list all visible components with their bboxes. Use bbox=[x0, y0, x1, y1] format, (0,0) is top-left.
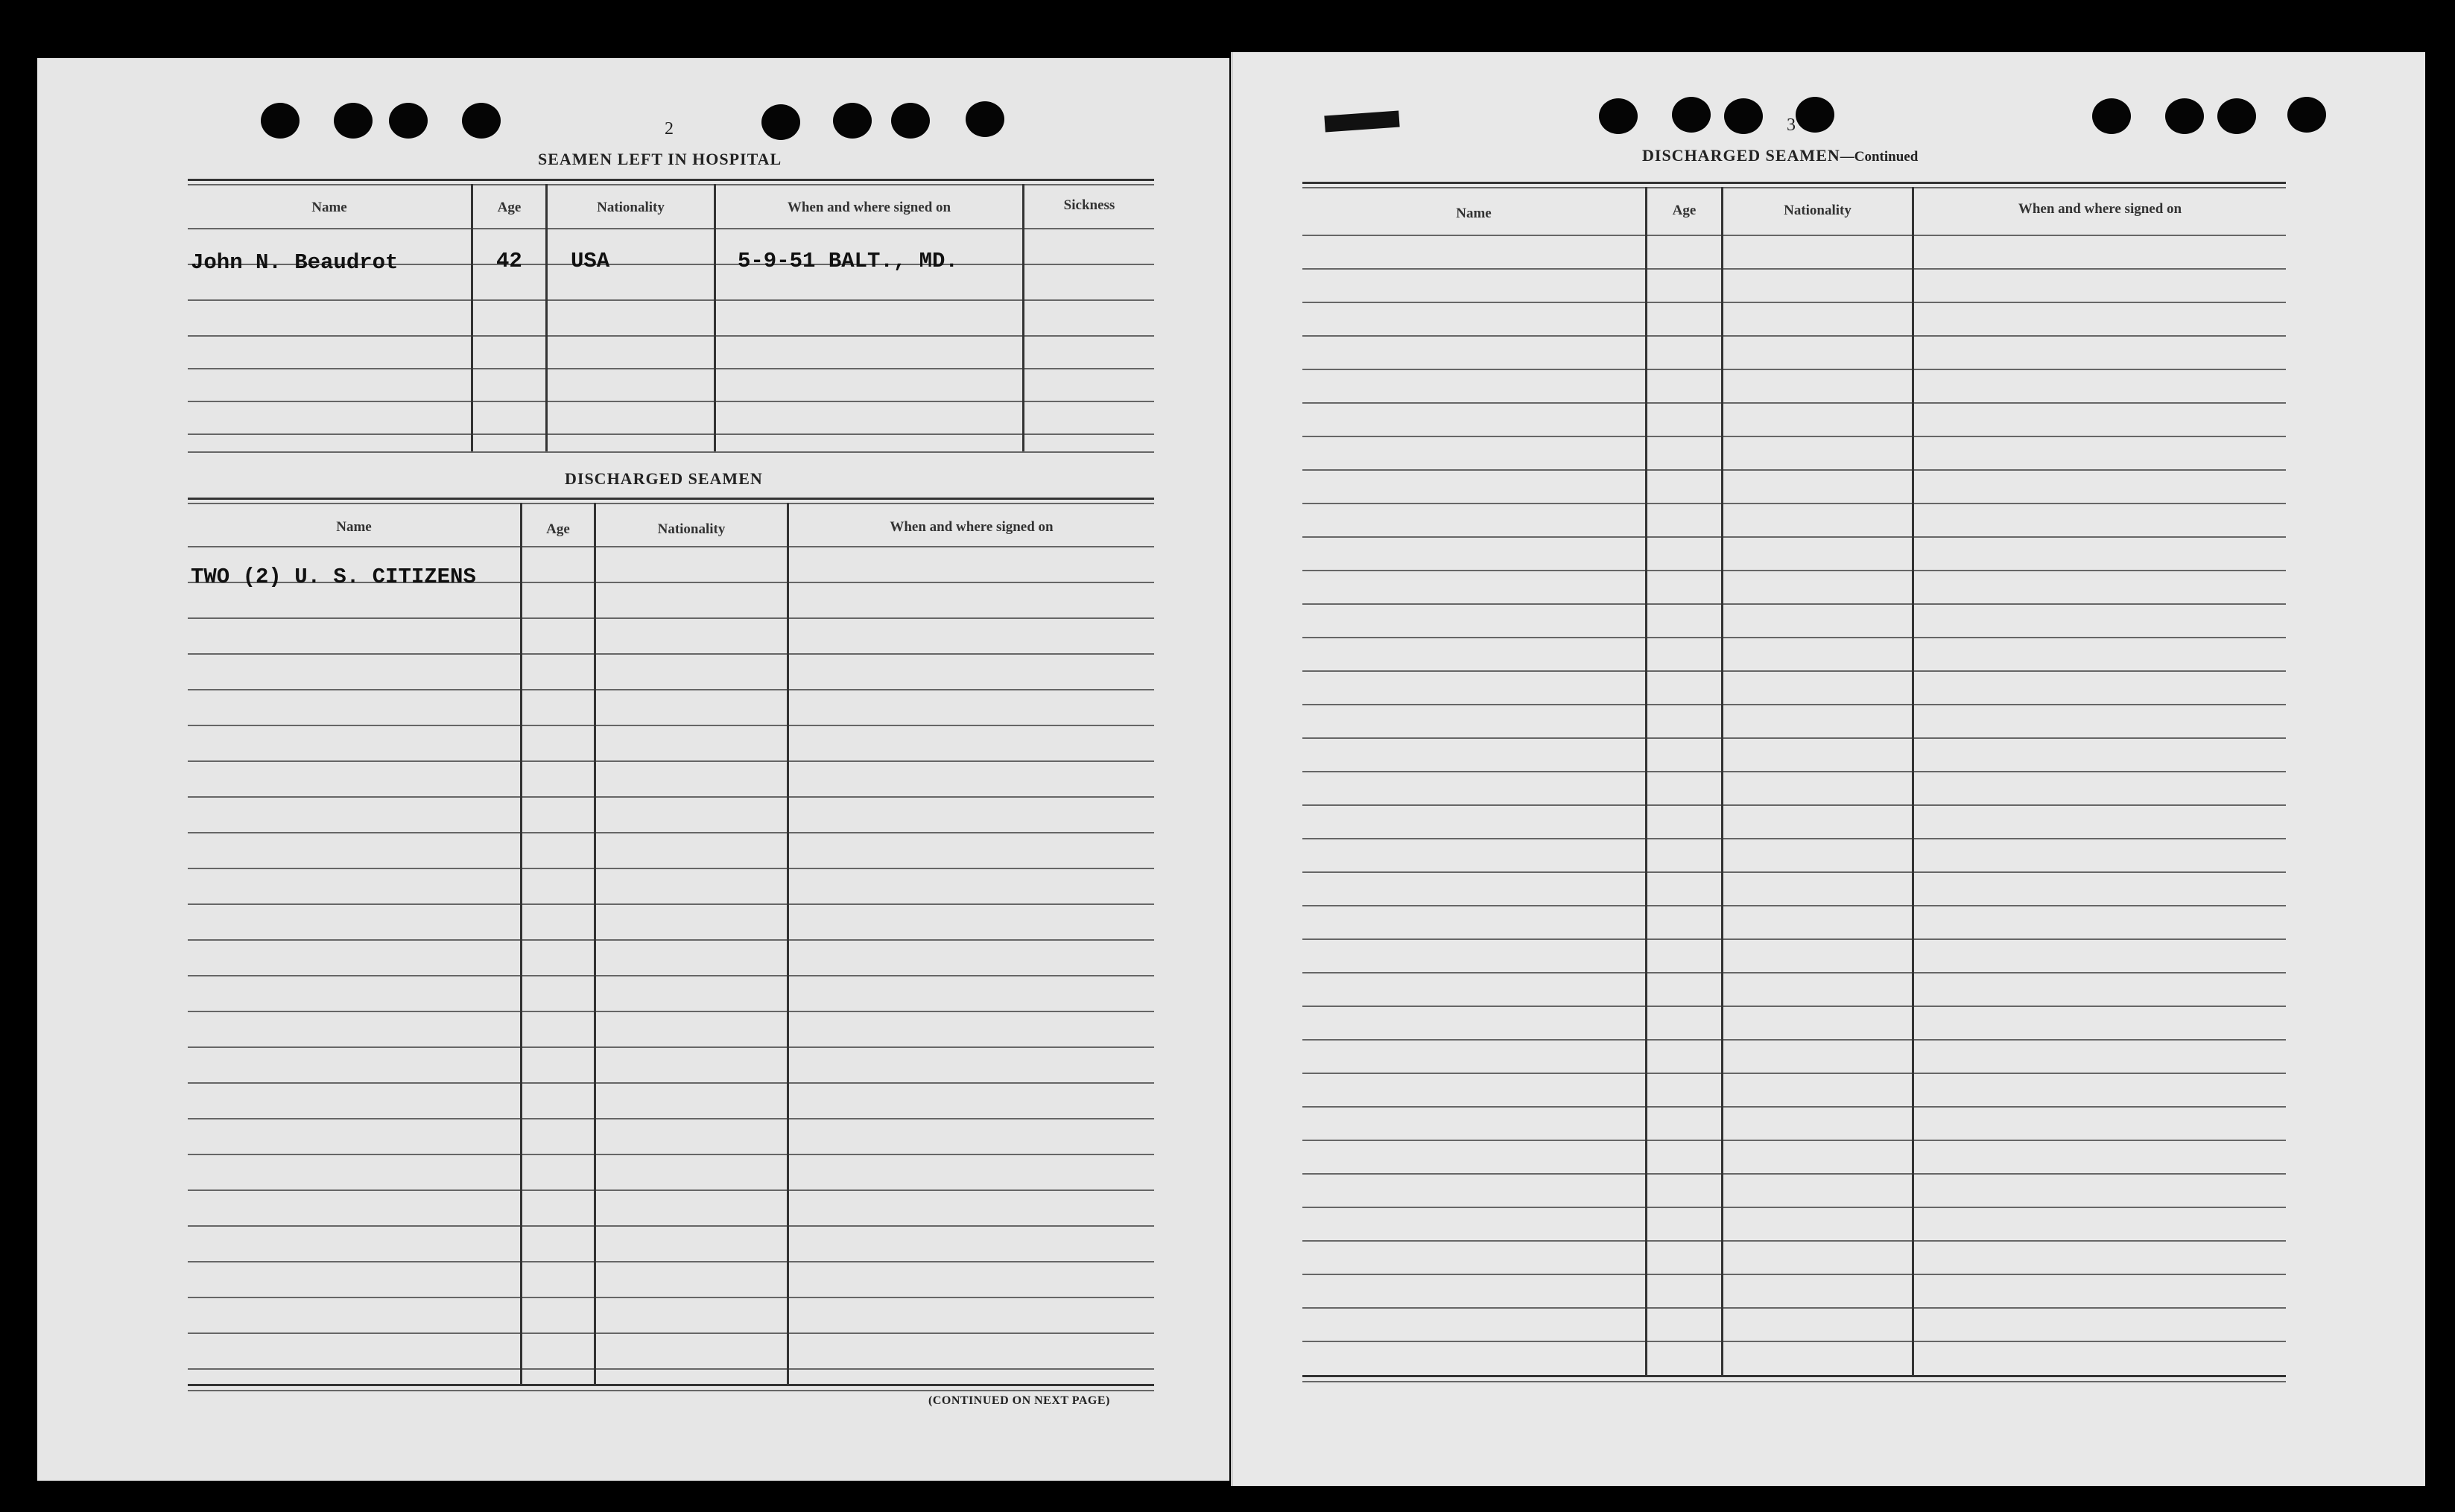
col-header-nationality: Nationality bbox=[597, 200, 665, 215]
table-rule bbox=[188, 299, 1154, 301]
table-rule bbox=[188, 1225, 1154, 1227]
table-rule bbox=[188, 179, 1154, 181]
table-rule bbox=[1302, 1039, 2286, 1041]
table-rule bbox=[1302, 1106, 2286, 1108]
table-rule bbox=[1302, 670, 2286, 672]
page-fold bbox=[1231, 52, 1233, 1486]
column-divider bbox=[520, 503, 522, 1384]
table-rule bbox=[188, 228, 1154, 229]
discharged-section-title: DISCHARGED SEAMEN bbox=[565, 469, 763, 488]
table-rule bbox=[1302, 1240, 2286, 1242]
right-page bbox=[1233, 52, 2425, 1486]
punch-hole bbox=[1724, 98, 1763, 134]
table-rule bbox=[188, 546, 1154, 547]
table-rule bbox=[1302, 771, 2286, 772]
table-rule bbox=[1302, 1207, 2286, 1208]
table-rule bbox=[188, 903, 1154, 905]
table-rule bbox=[188, 653, 1154, 655]
table-rule bbox=[188, 1189, 1154, 1191]
table-rule bbox=[1302, 302, 2286, 303]
punch-hole bbox=[966, 101, 1004, 137]
punch-hole bbox=[334, 103, 373, 139]
table-rule bbox=[188, 433, 1154, 435]
col-header-age: Age bbox=[497, 200, 522, 215]
table-rule bbox=[1302, 402, 2286, 404]
page-number-left: 2 bbox=[665, 119, 674, 139]
table-rule bbox=[1302, 187, 2286, 188]
table-rule bbox=[188, 975, 1154, 976]
punch-hole bbox=[2165, 98, 2204, 134]
table-rule bbox=[1302, 804, 2286, 806]
punch-hole bbox=[2217, 98, 2256, 134]
table-rule bbox=[1302, 436, 2286, 437]
col-header-age: Age bbox=[1672, 203, 1697, 218]
col-header-name: Name bbox=[336, 519, 372, 535]
table-rule bbox=[188, 1332, 1154, 1334]
table-rule bbox=[188, 451, 1154, 453]
hospital-row-nationality: USA bbox=[571, 249, 610, 273]
column-divider bbox=[1645, 187, 1647, 1375]
col-header-name: Name bbox=[1456, 206, 1492, 221]
table-rule bbox=[188, 725, 1154, 726]
table-rule bbox=[188, 1384, 1154, 1386]
table-rule bbox=[1302, 1375, 2286, 1377]
column-divider bbox=[594, 503, 596, 1384]
punch-hole bbox=[389, 103, 428, 139]
table-rule bbox=[1302, 1140, 2286, 1141]
discharged-row-name: TWO (2) U. S. CITIZENS bbox=[191, 565, 476, 589]
table-rule bbox=[1302, 704, 2286, 705]
table-rule bbox=[1302, 1006, 2286, 1007]
right-section-title-suffix: —Continued bbox=[1840, 149, 1919, 165]
column-divider bbox=[1022, 184, 1024, 451]
continued-note: (CONTINUED ON NEXT PAGE) bbox=[928, 1394, 1110, 1407]
punch-hole bbox=[462, 103, 501, 139]
table-rule bbox=[188, 1046, 1154, 1048]
table-rule bbox=[188, 796, 1154, 798]
page-number-right: 3 bbox=[1787, 115, 1796, 135]
table-rule bbox=[188, 1082, 1154, 1084]
col-header-nationality: Nationality bbox=[657, 521, 726, 537]
column-divider bbox=[1912, 187, 1914, 1375]
table-rule bbox=[188, 1297, 1154, 1298]
column-divider bbox=[545, 184, 548, 451]
table-rule bbox=[1302, 570, 2286, 571]
table-rule bbox=[188, 939, 1154, 941]
col-header-sickness: Sickness bbox=[1063, 197, 1115, 213]
col-header-nationality: Nationality bbox=[1784, 203, 1851, 218]
punch-hole bbox=[833, 103, 872, 139]
table-rule bbox=[188, 689, 1154, 690]
table-rule bbox=[188, 401, 1154, 402]
table-rule bbox=[188, 368, 1154, 369]
table-rule bbox=[1302, 1381, 2286, 1382]
table-rule bbox=[188, 335, 1154, 337]
punch-hole bbox=[1599, 98, 1638, 134]
table-rule bbox=[1302, 905, 2286, 906]
right-section-title-text: DISCHARGED SEAMEN bbox=[1642, 146, 1840, 165]
table-rule bbox=[1302, 1307, 2286, 1309]
table-rule bbox=[188, 1154, 1154, 1155]
punch-hole bbox=[261, 103, 300, 139]
table-rule bbox=[1302, 603, 2286, 605]
col-header-signed-on: When and where signed on bbox=[2018, 201, 2182, 217]
table-rule bbox=[188, 1011, 1154, 1012]
hospital-section-title: SEAMEN LEFT IN HOSPITAL bbox=[538, 150, 782, 168]
table-rule bbox=[188, 832, 1154, 833]
table-rule bbox=[1302, 737, 2286, 739]
table-rule bbox=[188, 503, 1154, 504]
punch-hole bbox=[2092, 98, 2131, 134]
table-rule bbox=[1302, 335, 2286, 337]
table-rule bbox=[1302, 1073, 2286, 1074]
table-rule bbox=[1302, 182, 2286, 184]
table-rule bbox=[1302, 1274, 2286, 1275]
hospital-row-signed-on: 5-9-51 BALT., MD. bbox=[738, 249, 958, 273]
table-rule bbox=[1302, 972, 2286, 973]
column-divider bbox=[787, 503, 789, 1384]
col-header-signed-on: When and where signed on bbox=[890, 519, 1054, 535]
punch-hole bbox=[1796, 97, 1834, 133]
table-rule bbox=[1302, 838, 2286, 839]
table-rule bbox=[188, 184, 1154, 185]
table-rule bbox=[1302, 503, 2286, 504]
table-rule bbox=[188, 760, 1154, 762]
table-rule bbox=[1302, 1173, 2286, 1175]
col-header-name: Name bbox=[311, 200, 347, 215]
table-rule bbox=[188, 1390, 1154, 1391]
punch-hole bbox=[891, 103, 930, 139]
column-divider bbox=[471, 184, 473, 451]
hospital-row-age: 42 bbox=[496, 249, 522, 273]
table-rule bbox=[1302, 268, 2286, 270]
hospital-row-name: John N. Beaudrot bbox=[191, 250, 399, 275]
right-section-title bbox=[1642, 146, 1918, 165]
table-rule bbox=[188, 868, 1154, 869]
table-rule bbox=[1302, 536, 2286, 538]
table-rule bbox=[1302, 369, 2286, 370]
table-rule bbox=[1302, 1341, 2286, 1342]
table-rule bbox=[1302, 871, 2286, 873]
col-header-age: Age bbox=[546, 521, 570, 537]
table-rule bbox=[188, 617, 1154, 619]
table-rule bbox=[1302, 469, 2286, 471]
table-rule bbox=[1302, 235, 2286, 236]
table-rule bbox=[188, 1261, 1154, 1262]
punch-hole bbox=[2287, 97, 2326, 133]
table-rule bbox=[188, 498, 1154, 500]
column-divider bbox=[714, 184, 716, 451]
table-rule bbox=[188, 1368, 1154, 1370]
punch-hole bbox=[1672, 97, 1711, 133]
column-divider bbox=[1721, 187, 1723, 1375]
table-rule bbox=[1302, 637, 2286, 638]
table-rule bbox=[1302, 938, 2286, 940]
col-header-signed-on: When and where signed on bbox=[787, 200, 951, 215]
table-rule bbox=[188, 1118, 1154, 1119]
punch-hole bbox=[761, 104, 800, 140]
